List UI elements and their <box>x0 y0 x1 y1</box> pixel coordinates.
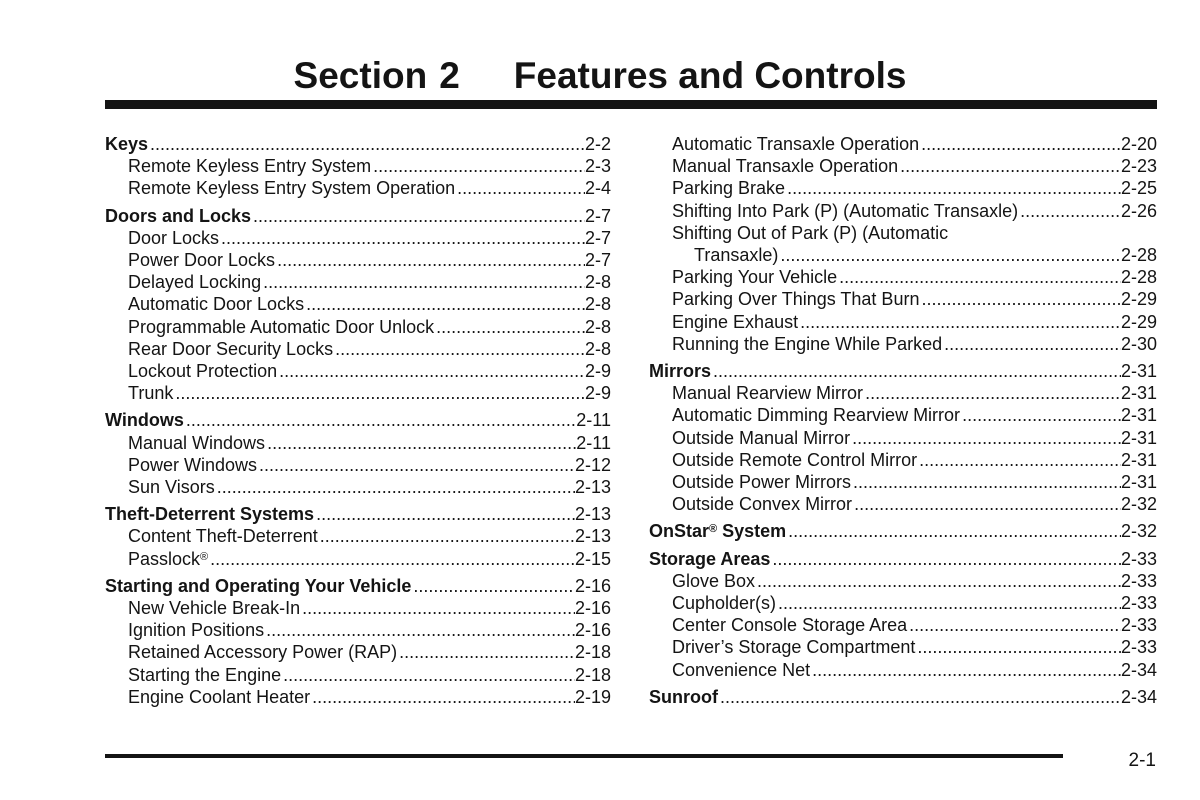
toc-entry[interactable] <box>105 338 611 360</box>
dot-leader <box>215 476 575 498</box>
toc-heading[interactable] <box>649 360 1157 382</box>
label-text: Programmable Automatic Door Unlock <box>128 316 435 337</box>
label-text: Driver’s Storage Compartment <box>672 637 916 658</box>
toc-entry-label <box>128 382 173 404</box>
dot-leader <box>915 636 1121 658</box>
toc-entry[interactable] <box>649 266 1157 288</box>
toc-heading-label <box>105 575 411 597</box>
label-text: Content Theft-Deterrent <box>128 526 318 547</box>
toc-entry-label <box>128 227 219 249</box>
toc-entry-label <box>672 427 850 449</box>
label-text: Starting and Operating Your Vehicle <box>105 575 412 596</box>
toc-group <box>649 686 1157 708</box>
label-text: Outside Convex Mirror <box>672 494 853 515</box>
toc-entry-label <box>128 476 215 498</box>
dot-leader <box>778 244 1121 266</box>
label-text: Manual Windows <box>128 432 266 453</box>
page-ref: 2-31 <box>1120 427 1157 448</box>
label-text: Automatic Door Locks <box>128 294 305 315</box>
footer-rule <box>105 754 1063 758</box>
label-text: Lockout Protection <box>128 361 278 382</box>
page-ref: 2-18 <box>574 642 611 663</box>
page-ref: 2-15 <box>574 548 611 569</box>
dot-leader <box>333 338 585 360</box>
page-ref: 2-8 <box>584 272 611 293</box>
page-ref: 2-26 <box>1120 200 1157 221</box>
page-title <box>0 54 1200 98</box>
label-text: Outside Power Mirrors <box>672 472 852 493</box>
toc-heading[interactable] <box>105 503 611 525</box>
page-ref: 2-30 <box>1120 333 1157 354</box>
toc-entry[interactable] <box>105 271 611 293</box>
toc-entry-label <box>672 636 915 658</box>
dot-leader <box>850 427 1121 449</box>
page-ref: 2-31 <box>1120 405 1157 426</box>
toc-entry-label <box>672 222 948 244</box>
label-text: Sun Visors <box>128 477 215 498</box>
dot-leader <box>318 525 575 547</box>
label-text: Remote Keyless Entry System Operation <box>128 178 456 199</box>
dot-leader <box>277 360 585 382</box>
page-ref: 2-13 <box>574 477 611 498</box>
toc-group <box>649 520 1157 542</box>
toc-heading[interactable] <box>105 575 611 597</box>
page-ref: 2-33 <box>1120 548 1157 569</box>
dot-leader <box>785 177 1121 199</box>
dot-leader <box>265 432 576 454</box>
page-number: 2-1 <box>1128 750 1156 771</box>
label-text: Glove Box <box>672 570 756 591</box>
dot-leader <box>304 293 585 315</box>
page-ref: 2-4 <box>584 178 611 199</box>
toc-entry[interactable] <box>649 311 1157 333</box>
toc-entry[interactable] <box>105 382 611 404</box>
section-title: Features and Controls <box>513 55 907 96</box>
dot-leader <box>300 597 575 619</box>
label-text: Door Locks <box>128 227 220 248</box>
toc-entry-label <box>128 177 455 199</box>
label-text: Automatic Transaxle Operation <box>672 134 920 154</box>
page-ref: 2-7 <box>584 250 611 271</box>
toc-left-column <box>105 133 611 713</box>
toc-entry[interactable] <box>105 619 611 641</box>
toc-heading[interactable] <box>649 548 1157 570</box>
dot-leader <box>219 227 585 249</box>
registered-mark: ® <box>709 523 718 536</box>
toc-entry[interactable] <box>105 293 611 315</box>
page-ref: 2-28 <box>1120 245 1157 266</box>
toc-right-column <box>649 133 1157 713</box>
dot-leader <box>251 205 585 227</box>
label-text: Passlock <box>128 548 201 569</box>
toc-heading-label <box>105 409 184 431</box>
toc-entry-label <box>128 641 397 663</box>
toc-entry-label <box>128 686 310 708</box>
toc-entry-label <box>672 200 1018 222</box>
label-text: Windows <box>105 410 184 431</box>
toc-entry-label <box>128 271 261 293</box>
toc-heading-label <box>649 686 718 708</box>
dot-leader <box>148 133 585 155</box>
dot-leader <box>455 177 585 199</box>
page-ref: 2-29 <box>1120 311 1157 332</box>
page-ref: 2-31 <box>1120 449 1157 470</box>
toc-group <box>105 205 611 405</box>
toc-entry[interactable] <box>649 449 1157 471</box>
label-text: Running the Engine While Parked <box>672 333 943 354</box>
toc-heading-label <box>649 520 786 542</box>
toc-entry[interactable] <box>105 177 611 199</box>
label-text: Trunk <box>128 383 174 404</box>
label-text: Center Console Storage Area <box>672 615 908 636</box>
toc-entry-label <box>128 249 275 271</box>
toc-group <box>105 409 611 498</box>
toc-entry-label <box>128 525 318 547</box>
continuation-label: Transaxle) <box>694 245 779 266</box>
toc-entry[interactable] <box>105 686 611 708</box>
toc-entry-label <box>672 659 810 681</box>
page-ref: 2-20 <box>1120 134 1157 154</box>
toc-heading[interactable] <box>105 409 611 431</box>
toc-entry[interactable] <box>105 454 611 476</box>
toc-entry-label <box>128 155 371 177</box>
label-text: Engine Exhaust <box>672 311 799 332</box>
label-text: Mirrors <box>649 361 712 382</box>
label-text: Manual Rearview Mirror <box>672 383 864 404</box>
page-ref: 2-33 <box>1120 615 1157 636</box>
label-text: Manual Transaxle Operation <box>672 156 899 177</box>
toc-heading-label <box>105 503 314 525</box>
toc-entry-continuation[interactable] <box>649 244 1157 266</box>
dot-leader <box>1018 200 1121 222</box>
dot-leader <box>434 316 585 338</box>
label-text: Power Door Locks <box>128 250 276 271</box>
page-ref: 2-32 <box>1120 521 1157 542</box>
label-text: Power Windows <box>128 454 258 475</box>
page-ref: 2-31 <box>1120 383 1157 404</box>
toc-entry[interactable] <box>649 404 1157 426</box>
page-ref: 2-8 <box>584 316 611 337</box>
page-ref: 2-13 <box>574 526 611 547</box>
dot-leader <box>798 311 1121 333</box>
toc-heading[interactable] <box>649 686 1157 708</box>
toc-entry-label <box>672 133 919 155</box>
dot-leader <box>755 570 1121 592</box>
page-ref: 2-33 <box>1120 637 1157 658</box>
dot-leader <box>184 409 576 431</box>
page-ref: 2-11 <box>576 432 611 453</box>
label-text: OnStar <box>649 521 710 542</box>
label-text: Shifting Into Park (P) (Automatic Transaxle) <box>672 200 1019 221</box>
toc-entry[interactable] <box>649 288 1157 310</box>
toc-entry[interactable] <box>649 133 1157 155</box>
page-ref: 2-9 <box>584 383 611 404</box>
page-ref: 2-13 <box>574 504 611 525</box>
toc-entry-label <box>672 382 863 404</box>
toc-heading-label <box>105 205 251 227</box>
page-ref: 2-34 <box>1120 686 1157 707</box>
page-ref: 2-18 <box>574 664 611 685</box>
dot-leader <box>261 271 585 293</box>
dot-leader <box>310 686 575 708</box>
toc-entry[interactable] <box>649 177 1157 199</box>
label-text: Parking Your Vehicle <box>672 267 838 288</box>
dot-leader <box>770 548 1121 570</box>
toc-entry[interactable] <box>105 249 611 271</box>
page-ref: 2-33 <box>1120 593 1157 614</box>
dot-leader <box>810 659 1121 681</box>
toc-entry-label <box>128 293 304 315</box>
page-ref: 2-9 <box>584 361 611 382</box>
toc-entry-label <box>128 432 265 454</box>
dot-leader <box>837 266 1121 288</box>
dot-leader <box>917 449 1121 471</box>
toc-entry-label <box>672 471 851 493</box>
label-text: Sunroof <box>649 686 718 707</box>
toc-entry-label <box>672 288 919 310</box>
toc-group <box>649 133 1157 355</box>
page-ref: 2-28 <box>1120 267 1157 288</box>
page-ref: 2-7 <box>584 205 611 226</box>
toc-entry-label <box>672 570 755 592</box>
page-ref: 2-31 <box>1120 361 1157 382</box>
toc-entry[interactable] <box>105 360 611 382</box>
label-text: Automatic Dimming Rearview Mirror <box>672 405 961 426</box>
toc-entry-label <box>672 311 798 333</box>
dot-leader <box>711 360 1121 382</box>
toc-heading[interactable] <box>649 520 1157 542</box>
page-ref: 2-3 <box>584 156 611 177</box>
page-ref: 2-11 <box>576 410 611 431</box>
page-ref: 2-34 <box>1120 659 1157 680</box>
toc-entry[interactable] <box>649 636 1157 658</box>
label-text: Keys <box>105 134 149 154</box>
toc-entry[interactable] <box>105 476 611 498</box>
dot-leader <box>208 548 575 570</box>
dot-leader <box>919 133 1121 155</box>
label-text: Remote Keyless Entry System <box>128 156 372 177</box>
dot-leader <box>851 471 1121 493</box>
toc-entry[interactable] <box>105 432 611 454</box>
label-text: Delayed Locking <box>128 272 262 293</box>
dot-leader <box>173 382 585 404</box>
toc-entry-label <box>128 454 257 476</box>
toc-entry[interactable] <box>105 316 611 338</box>
toc-entry-label <box>128 548 208 570</box>
toc-entry-label <box>128 664 281 686</box>
label-text: Doors and Locks <box>105 205 252 226</box>
toc-entry-label <box>672 592 776 614</box>
toc-heading[interactable] <box>105 133 611 155</box>
toc-entry[interactable] <box>649 659 1157 681</box>
toc-entry[interactable] <box>649 155 1157 177</box>
page-ref: 2-16 <box>574 575 611 596</box>
toc-entry-label <box>128 597 300 619</box>
dot-leader <box>863 382 1121 404</box>
toc-entry[interactable] <box>649 427 1157 449</box>
label-text: Storage Areas <box>649 548 771 569</box>
label-text: Outside Remote Control Mirror <box>672 449 918 470</box>
page-ref: 2-32 <box>1120 494 1157 515</box>
label-text: Ignition Positions <box>128 620 265 641</box>
dot-leader <box>371 155 585 177</box>
page-ref: 2-23 <box>1120 156 1157 177</box>
toc-heading[interactable] <box>105 205 611 227</box>
label-text: Convenience Net <box>672 659 811 680</box>
toc-entry[interactable] <box>105 525 611 547</box>
toc-entry[interactable] <box>649 471 1157 493</box>
dot-leader <box>776 592 1121 614</box>
page-ref: 2-29 <box>1120 289 1157 310</box>
toc-entry-label <box>128 360 277 382</box>
toc-entry-label <box>672 155 898 177</box>
page-ref: 2-8 <box>584 294 611 315</box>
toc-entry-label <box>128 619 264 641</box>
toc-entry[interactable] <box>105 155 611 177</box>
toc-entry[interactable] <box>649 382 1157 404</box>
page-ref: 2-7 <box>584 227 611 248</box>
label-text: Cupholder(s) <box>672 593 777 614</box>
toc-heading-label <box>649 548 770 570</box>
label-text: Rear Door Security Locks <box>128 338 334 359</box>
label-text: Shifting Out of Park (P) (Automatic <box>672 222 949 243</box>
toc-group <box>649 548 1157 681</box>
dot-leader <box>281 664 575 686</box>
dot-leader <box>919 288 1121 310</box>
toc-entry-label <box>672 177 785 199</box>
page-ref: 2-16 <box>574 620 611 641</box>
dot-leader <box>314 503 575 525</box>
page-ref: 2-31 <box>1120 472 1157 493</box>
toc-entry-label <box>672 614 907 636</box>
dot-leader <box>960 404 1121 426</box>
toc-group <box>105 575 611 708</box>
dot-leader <box>718 686 1121 708</box>
dot-leader <box>257 454 575 476</box>
toc-entry-label <box>128 338 333 360</box>
toc-heading-label <box>105 133 148 155</box>
toc-group <box>649 360 1157 515</box>
dot-leader <box>786 520 1121 542</box>
registered-mark: ® <box>200 550 209 563</box>
dot-leader <box>942 333 1121 355</box>
toc-entry[interactable] <box>649 614 1157 636</box>
label-text: Parking Brake <box>672 178 786 199</box>
toc-entry-label <box>672 449 917 471</box>
dot-leader <box>898 155 1121 177</box>
dot-leader <box>852 493 1121 515</box>
toc-entry[interactable] <box>649 570 1157 592</box>
toc-entry[interactable] <box>105 597 611 619</box>
toc-entry-label <box>672 266 837 288</box>
label-text: Retained Accessory Power (RAP) <box>128 642 398 663</box>
section-number: 2 <box>439 55 460 96</box>
label-text: Theft-Deterrent Systems <box>105 504 315 525</box>
dot-leader <box>907 614 1121 636</box>
label-text: Parking Over Things That Burn <box>672 289 920 310</box>
toc-entry[interactable] <box>649 493 1157 515</box>
dot-leader <box>275 249 585 271</box>
page-ref: 2-12 <box>574 454 611 475</box>
label-text: New Vehicle Break-In <box>128 598 301 619</box>
label-text: Engine Coolant Heater <box>128 686 311 707</box>
toc-heading-label <box>649 360 711 382</box>
toc-group <box>105 503 611 570</box>
toc-entry[interactable] <box>649 200 1157 222</box>
dot-leader <box>397 641 575 663</box>
toc-entry[interactable] <box>105 227 611 249</box>
label-suffix: System <box>717 521 787 542</box>
toc-entry[interactable] <box>649 592 1157 614</box>
toc-entry-label <box>672 333 942 355</box>
toc-entry[interactable] <box>649 222 1157 244</box>
page-ref: 2-19 <box>574 686 611 707</box>
page-ref: 2-2 <box>584 134 611 154</box>
dot-leader <box>411 575 575 597</box>
label-text: Outside Manual Mirror <box>672 427 851 448</box>
dot-leader <box>264 619 575 641</box>
toc-entry[interactable] <box>105 664 611 686</box>
toc-entry[interactable] <box>105 641 611 663</box>
page-ref: 2-8 <box>584 338 611 359</box>
toc-entry-label <box>672 493 852 515</box>
title-rule <box>105 100 1157 109</box>
toc-entry[interactable] <box>649 333 1157 355</box>
label-text: Starting the Engine <box>128 664 282 685</box>
page-ref: 2-25 <box>1120 178 1157 199</box>
toc-entry[interactable] <box>105 548 611 570</box>
section-word: Section <box>293 55 428 96</box>
toc-group <box>105 133 611 200</box>
toc-entry-label <box>128 316 434 338</box>
toc-entry-label <box>672 404 960 426</box>
page-ref: 2-33 <box>1120 570 1157 591</box>
page-ref: 2-16 <box>574 598 611 619</box>
